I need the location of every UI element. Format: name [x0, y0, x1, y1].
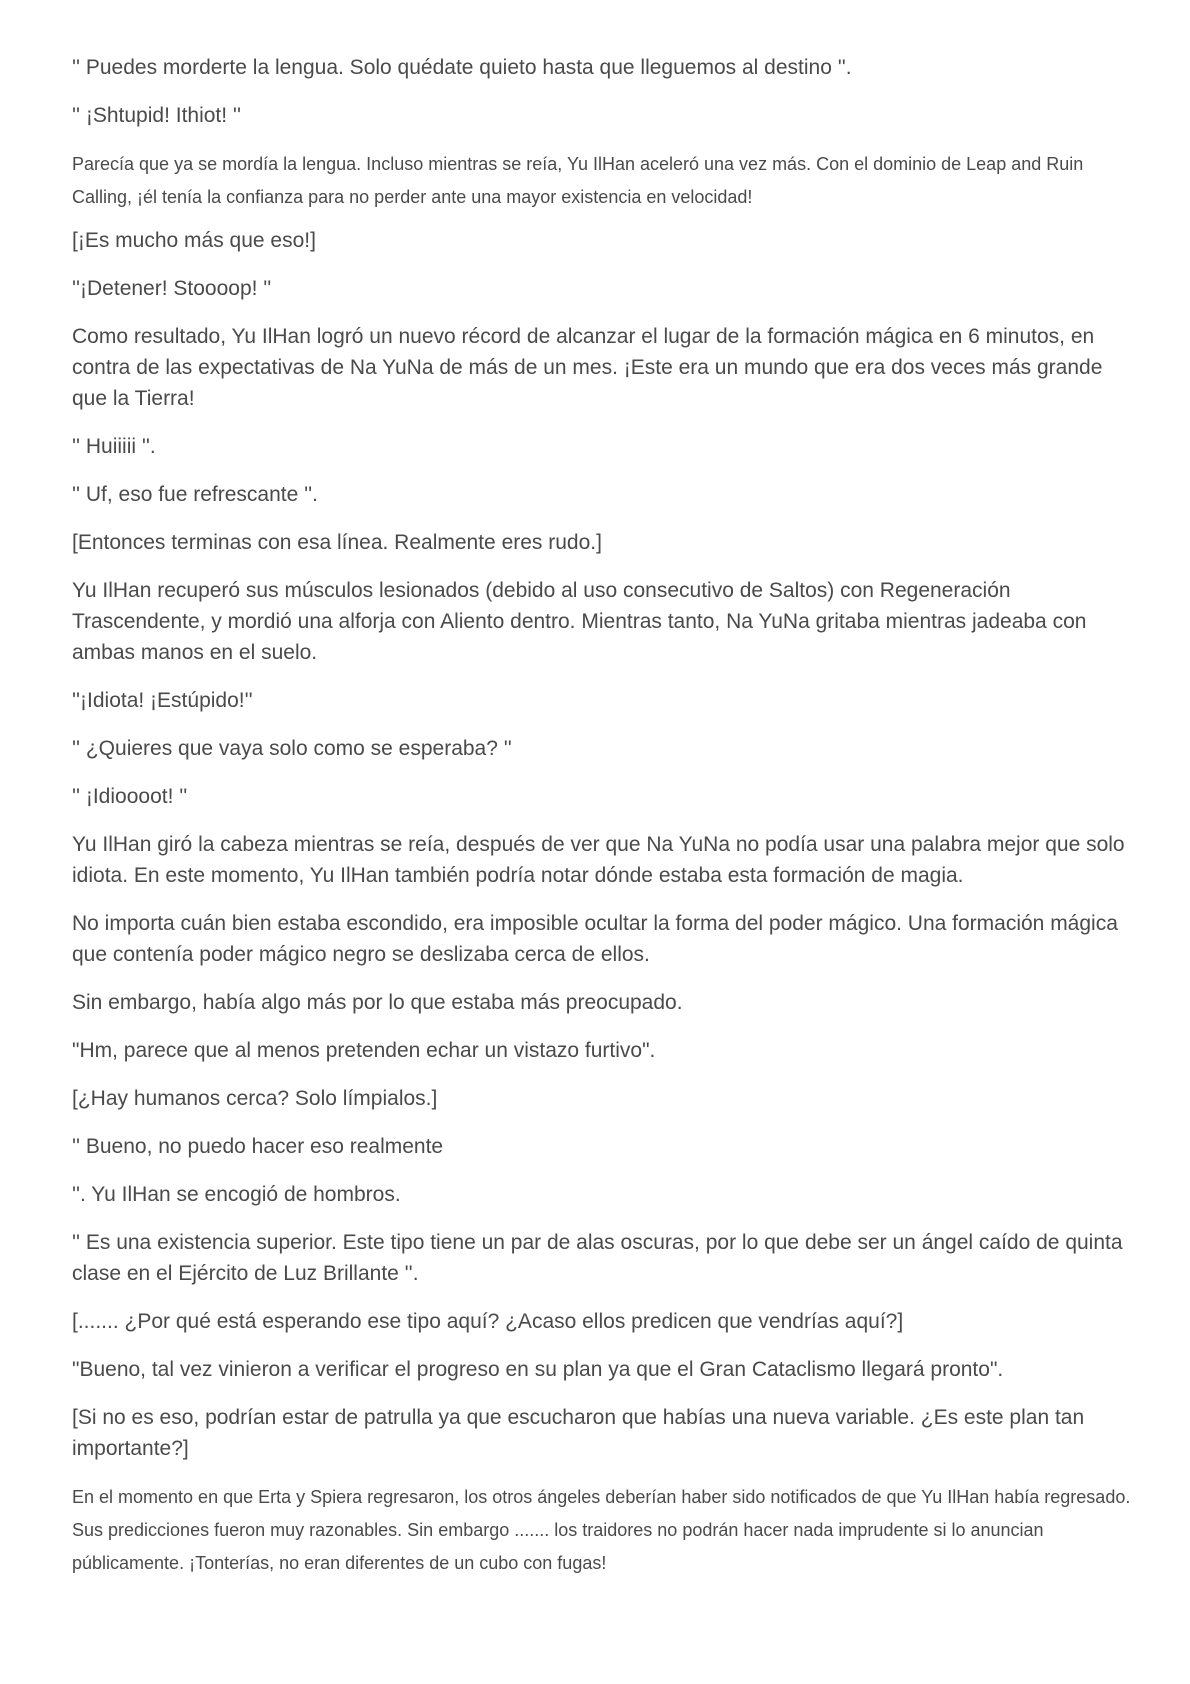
- paragraph: '' ¡Idioooot! '': [72, 785, 188, 808]
- paragraph: '' ¡Shtupid! Ithiot! '': [72, 104, 241, 127]
- paragraph: [¡Es mucho más que eso!]: [72, 229, 316, 252]
- paragraph: '' Uf, eso fue refrescante ''.: [72, 483, 318, 506]
- paragraph: Yu IlHan recuperó sus músculos lesionados (debido al uso consecutivo de Saltos) con Regeneración Trascendente, y mordió una alforja con Aliento dentro. Mientras tanto, Na YuNa gritaba mientras jadeaba con ambas manos en el suelo.: [72, 579, 1087, 664]
- paragraph: '' Puedes morderte la lengua. Solo quédate quieto hasta que lleguemos al destino ''.: [72, 56, 852, 79]
- paragraph: [....... ¿Por qué está esperando ese tipo aquí? ¿Acaso ellos predicen que vendrías aquí?]: [72, 1310, 904, 1333]
- paragraph: No importa cuán bien estaba escondido, era imposible ocultar la forma del poder mágico. Una formación mágica que contenía poder mágico negro se deslizaba cerca de ellos.: [72, 912, 1118, 966]
- paragraph: '' ¿Quieres que vaya solo como se esperaba? '': [72, 737, 512, 760]
- paragraph: '' Es una existencia superior. Este tipo tiene un par de alas oscuras, por lo que debe ser un ángel caído de quinta clase en el Ejército de Luz Brillante ''.: [72, 1231, 1123, 1285]
- paragraph: [¿Hay humanos cerca? Solo límpialos.]: [72, 1087, 438, 1110]
- paragraph: ''¡Idiota! ¡Estúpido!'': [72, 689, 253, 712]
- paragraph: En el momento en que Erta y Spiera regresaron, los otros ángeles deberían haber sido notificados de que Yu IlHan había regresado. Sus predicciones fueron muy razonables. Sin embargo ....... los traidores no podrán hacer nada imprudente si lo anuncian públicamente. ¡Tonterías, no eran diferentes de un cubo con fugas!: [72, 1487, 1131, 1573]
- paragraph: '' Bueno, no puedo hacer eso realmente: [72, 1135, 444, 1158]
- paragraph: ''. Yu IlHan se encogió de hombros.: [72, 1183, 401, 1206]
- paragraph: "Bueno, tal vez vinieron a verificar el progreso en su plan ya que el Gran Cataclismo llegará pronto".: [72, 1358, 1004, 1381]
- document-page: [72, 52, 1132, 1591]
- paragraph: ''¡Detener! Stoooop! '': [72, 277, 272, 300]
- paragraph: Yu IlHan giró la cabeza mientras se reía, después de ver que Na YuNa no podía usar una palabra mejor que solo idiota. En este momento, Yu IlHan también podría notar dónde estaba esta formación de magia.: [72, 833, 1125, 887]
- paragraph: Como resultado, Yu IlHan logró un nuevo récord de alcanzar el lugar de la formación mágica en 6 minutos, en contra de las expectativas de Na YuNa de más de un mes. ¡Este era un mundo que era dos veces más grande que la Tierra!: [72, 325, 1103, 410]
- paragraph: [Si no es eso, podrían estar de patrulla ya que escucharon que habías una nueva variable. ¿Es este plan tan importante?]: [72, 1406, 1085, 1460]
- paragraph: [Entonces terminas con esa línea. Realmente eres rudo.]: [72, 531, 602, 554]
- paragraph: "Hm, parece que al menos pretenden echar un vistazo furtivo".: [72, 1039, 656, 1062]
- paragraph: Parecía que ya se mordía la lengua. Incluso mientras se reía, Yu IlHan aceleró una vez más. Con el dominio de Leap and Ruin Calling, ¡él tenía la confianza para no perder ante una mayor existencia en velocidad!: [72, 154, 1084, 207]
- paragraph: '' Huiiiii ''.: [72, 435, 156, 458]
- paragraph: Sin embargo, había algo más por lo que estaba más preocupado.: [72, 991, 683, 1014]
